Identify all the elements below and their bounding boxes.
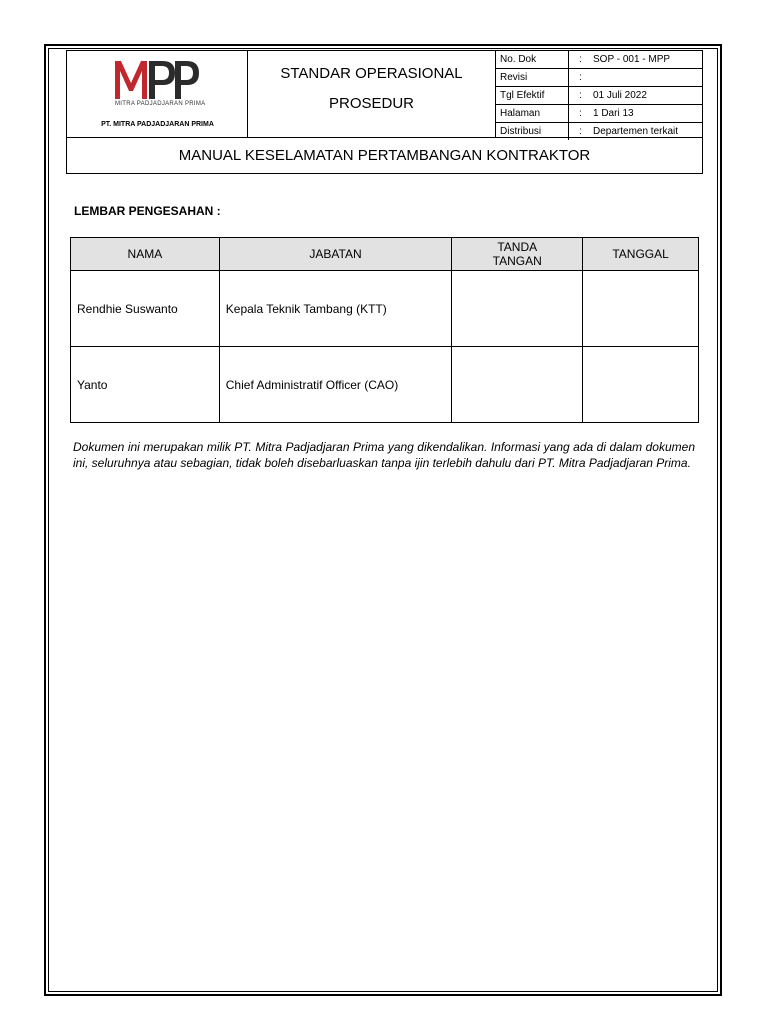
section-label: LEMBAR PENGESAHAN : [74,204,221,218]
document-header [66,50,703,174]
mpp-logo [113,57,203,101]
table-row [71,271,699,347]
page-border-inner [48,48,718,992]
meta-value: Departemen terkait [593,126,679,137]
table-row [71,347,699,423]
meta-row [496,69,702,87]
cell-jabatan: Chief Administratif Officer (CAO) [219,347,452,423]
logo-tagline: MITRA PADJADJARAN PRIMA [115,101,206,107]
meta-value: 1 Dari 13 [589,105,702,123]
meta-colon: : [569,105,590,123]
meta-colon: : [569,51,590,69]
meta-colon: : [569,87,590,105]
cell-nama: Yanto [71,347,220,423]
meta-value [589,69,702,87]
document-meta-table [496,51,702,140]
meta-label: Tgl Efektif [496,87,569,105]
col-header-tanda-tangan-text: TANDA TANGAN [492,240,542,268]
meta-row [496,105,702,123]
meta-label: No. Dok [496,51,569,69]
meta-row [496,51,702,69]
meta-label: Revisi [496,69,569,87]
cell-tanda-tangan [452,271,583,347]
col-header-jabatan: JABATAN [219,238,452,271]
cell-tanda-tangan [452,347,583,423]
col-header-nama: NAMA [71,238,220,271]
manual-title: MANUAL KESELAMATAN PERTAMBANGAN KONTRAKTOR [67,137,702,174]
meta-colon: : [579,126,582,137]
title-cell [248,51,496,137]
disclaimer-text: Dokumen ini merupakan milik PT. Mitra Padjadjaran Prima yang dikendalikan. Informasi yang ada di dalam dokumen ini, seluruhnya atau sebagian, tidak boleh disebarluaskan tanpa ijin terlebih dahulu dari PT. Mitra Padjadjaran Prima. [73,440,695,470]
meta-value: SOP - 001 - MPP [589,51,702,69]
cell-nama: Rendhie Suswanto [71,271,220,347]
col-header-tanda-tangan [452,238,583,271]
company-name: PT. MITRA PADJADJARAN PRIMA [101,121,214,128]
doc-title-line2: PROSEDUR [328,95,414,112]
meta-row [496,87,702,105]
approval-table [70,237,699,423]
logo-cell [67,51,248,137]
doc-title-line1: STANDAR OPERASIONAL [280,65,463,82]
cell-tanggal [583,271,699,347]
approval-header-row [71,238,699,271]
cell-tanggal [583,347,699,423]
meta-label: Halaman [496,105,569,123]
meta-label: Distribusi [496,123,569,141]
col-header-tanggal: TANGGAL [583,238,699,271]
meta-value: 01 Juli 2022 [589,87,702,105]
cell-jabatan: Kepala Teknik Tambang (KTT) [219,271,452,347]
meta-colon: : [569,69,590,87]
